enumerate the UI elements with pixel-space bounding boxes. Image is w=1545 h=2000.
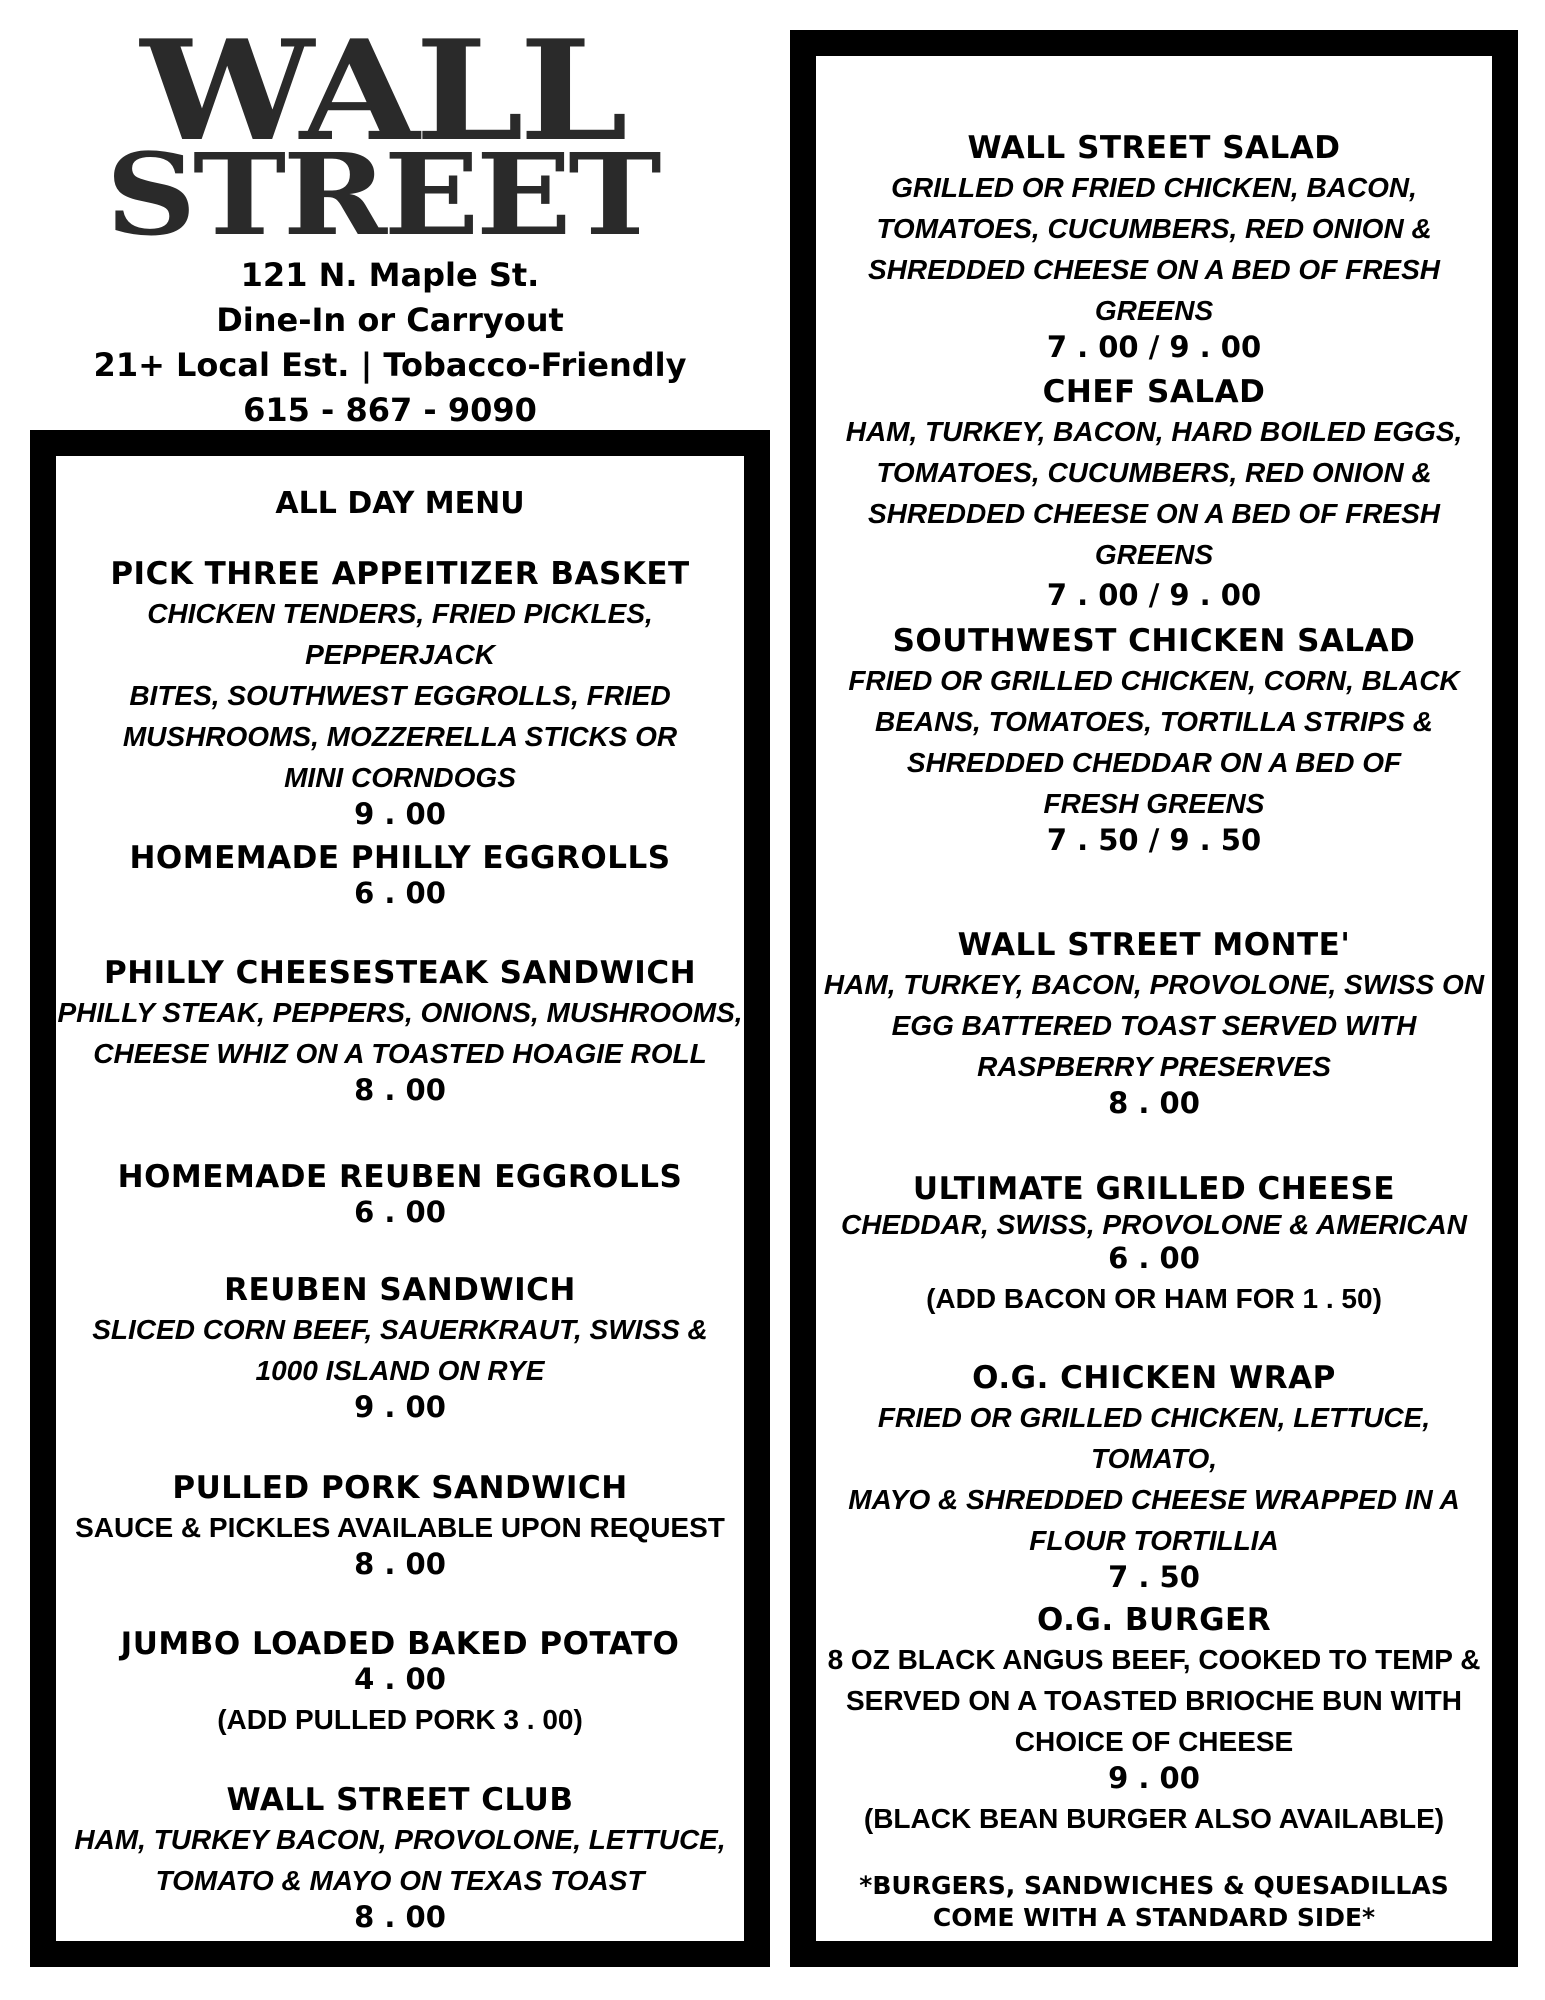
item-price: 8 . 00 — [1108, 1086, 1200, 1120]
menu-item — [56, 555, 744, 831]
item-desc-line: TOMATOES, CUCUMBERS, RED ONION & — [876, 213, 1432, 244]
item-title: JUMBO LOADED BAKED POTATO — [120, 1626, 680, 1662]
item-desc-line: BEANS, TOMATOES, TORTILLA STRIPS & — [875, 706, 1433, 737]
item-desc-line: MUSHROOMS, MOZZERELLA STICKS OR — [122, 721, 678, 752]
item-title: WALL STREET CLUB — [226, 1782, 574, 1818]
item-note: (BLACK BEAN BURGER ALSO AVAILABLE) — [863, 1803, 1445, 1834]
item-desc-line: HAM, TURKEY BACON, PROVOLONE, LETTUCE, — [74, 1824, 726, 1855]
item-desc-line: SAUCE & PICKLES AVAILABLE UPON REQUEST — [75, 1512, 725, 1543]
item-desc-line: SHREDDED CHEESE ON A BED OF FRESH GREENS — [868, 498, 1440, 570]
item-desc-line: CHOICE OF CHEESE — [1014, 1726, 1294, 1757]
item-desc-line: RASPBERRY PRESERVES — [977, 1051, 1331, 1082]
item-price: 6 . 00 — [354, 1195, 446, 1229]
item-price: 7 . 00 / 9 . 00 — [1046, 330, 1262, 364]
item-title: CHEF SALAD — [1042, 374, 1266, 410]
item-desc-line: SLICED CORN BEEF, SAUERKRAUT, SWISS & — [92, 1314, 708, 1345]
logo-line-2: STREET — [105, 130, 659, 261]
item-price: 8 . 00 — [354, 1073, 446, 1107]
item-desc-line: MAYO & SHREDDED CHEESE WRAPPED IN A — [848, 1484, 1460, 1515]
item-price: 9 . 00 — [1108, 1761, 1200, 1795]
footnote-line-1: *BURGERS, SANDWICHES & QUESADILLAS — [859, 1871, 1449, 1900]
service-type: Dine-In or Carryout — [216, 301, 564, 339]
item-desc-line: EGG BATTERED TOAST SERVED WITH — [891, 1010, 1417, 1041]
menu-item — [56, 1625, 744, 1740]
phone-number: 615 - 867 - 9090 — [243, 391, 537, 429]
item-title: SOUTHWEST CHICKEN SALAD — [892, 623, 1416, 659]
item-desc-line: HAM, TURKEY, BACON, HARD BOILED EGGS, — [845, 416, 1463, 447]
item-desc-line: SHREDDED CHEESE ON A BED OF FRESH GREENS — [868, 254, 1440, 326]
item-desc-line: MINI CORNDOGS — [284, 762, 516, 793]
item-title: WALL STREET MONTE' — [957, 927, 1351, 963]
item-price: 4 . 00 — [354, 1662, 446, 1696]
menu-item — [816, 129, 1492, 364]
menu-item — [56, 1158, 744, 1229]
side-footnote — [816, 1870, 1492, 1934]
logo — [105, 9, 659, 261]
item-price: 8 . 00 — [354, 1900, 446, 1934]
menu-heading: ALL DAY MENU — [275, 486, 525, 521]
item-title: REUBEN SANDWICH — [224, 1272, 576, 1308]
menu-item — [56, 1781, 744, 1934]
item-desc-line: TOMATOES, CUCUMBERS, RED ONION & — [876, 457, 1432, 488]
item-price: 7 . 00 / 9 . 00 — [1046, 578, 1262, 612]
item-desc-line: 1000 ISLAND ON RYE — [255, 1355, 545, 1386]
specialty-menu-box — [790, 30, 1518, 1967]
item-desc-line: CHEDDAR, SWISS, PROVOLONE & AMERICAN — [841, 1209, 1467, 1240]
menu-item — [56, 1271, 744, 1424]
item-note: (ADD PULLED PORK 3 . 00) — [217, 1704, 583, 1735]
item-title: PHILLY CHEESESTEAK SANDWICH — [103, 955, 697, 991]
item-title: HOMEMADE REUBEN EGGROLLS — [117, 1159, 683, 1195]
item-price: 6 . 00 — [354, 876, 446, 910]
menu-item — [816, 1601, 1492, 1839]
establishment-info: 21+ Local Est. | Tobacco-Friendly — [93, 346, 687, 384]
footnote-line-2: COME WITH A STANDARD SIDE* — [932, 1903, 1376, 1932]
item-desc-line: GRILLED OR FRIED CHICKEN, BACON, — [891, 172, 1417, 203]
item-desc-line: SHREDDED CHEDDAR ON A BED OF — [906, 747, 1402, 778]
menu-item — [816, 622, 1492, 857]
item-title: HOMEMADE PHILLY EGGROLLS — [129, 840, 671, 876]
item-price: 6 . 00 — [1108, 1241, 1200, 1275]
menu-item — [816, 1170, 1492, 1319]
item-desc-line: FRIED OR GRILLED CHICKEN, LETTUCE, TOMATO, — [877, 1402, 1431, 1474]
item-title: ULTIMATE GRILLED CHEESE — [912, 1171, 1396, 1207]
item-price: 8 . 00 — [354, 1547, 446, 1581]
item-title: O.G. CHICKEN WRAP — [972, 1360, 1336, 1396]
item-desc-line: 8 OZ BLACK ANGUS BEEF, COOKED TO TEMP & — [827, 1644, 1481, 1675]
address: 121 N. Maple St. — [240, 256, 540, 294]
item-price: 7 . 50 — [1108, 1560, 1200, 1594]
item-desc-line: SERVED ON A TOASTED BRIOCHE BUN WITH — [845, 1685, 1463, 1716]
item-price: 9 . 00 — [354, 1390, 446, 1424]
menu-item — [56, 839, 744, 910]
item-desc-line: TOMATO & MAYO ON TEXAS TOAST — [155, 1865, 645, 1896]
item-desc-line: HAM, TURKEY, BACON, PROVOLONE, SWISS ON — [823, 969, 1485, 1000]
item-desc-line: CHEESE WHIZ ON A TOASTED HOAGIE ROLL — [93, 1038, 707, 1069]
item-desc-line: FLOUR TORTILLIA — [1029, 1525, 1279, 1556]
item-title: PULLED PORK SANDWICH — [172, 1470, 628, 1506]
menu-item — [56, 1469, 744, 1581]
item-title: WALL STREET SALAD — [967, 130, 1341, 166]
menu-item — [816, 1359, 1492, 1594]
item-price: 9 . 00 — [354, 797, 446, 831]
item-desc-line: CHICKEN TENDERS, FRIED PICKLES, PEPPERJACK — [147, 598, 653, 670]
item-desc-line: FRESH GREENS — [1043, 788, 1265, 819]
item-desc-line: PHILLY STEAK, PEPPERS, ONIONS, MUSHROOMS, — [57, 997, 743, 1028]
item-desc-line: FRIED OR GRILLED CHICKEN, CORN, BLACK — [848, 665, 1460, 696]
all-day-menu-box — [30, 430, 770, 1967]
item-price: 7 . 50 / 9 . 50 — [1046, 823, 1262, 857]
item-note: (ADD BACON OR HAM FOR 1 . 50) — [926, 1283, 1382, 1314]
menu-item — [816, 926, 1492, 1120]
menu-item — [816, 373, 1492, 612]
item-desc-line: BITES, SOUTHWEST EGGROLLS, FRIED — [129, 680, 671, 711]
item-title: PICK THREE APPEITIZER BASKET — [110, 556, 690, 592]
contact-info — [60, 253, 720, 433]
logo-line-1: WALL — [140, 9, 624, 172]
item-title: O.G. BURGER — [1036, 1602, 1272, 1638]
menu-item — [56, 954, 744, 1107]
